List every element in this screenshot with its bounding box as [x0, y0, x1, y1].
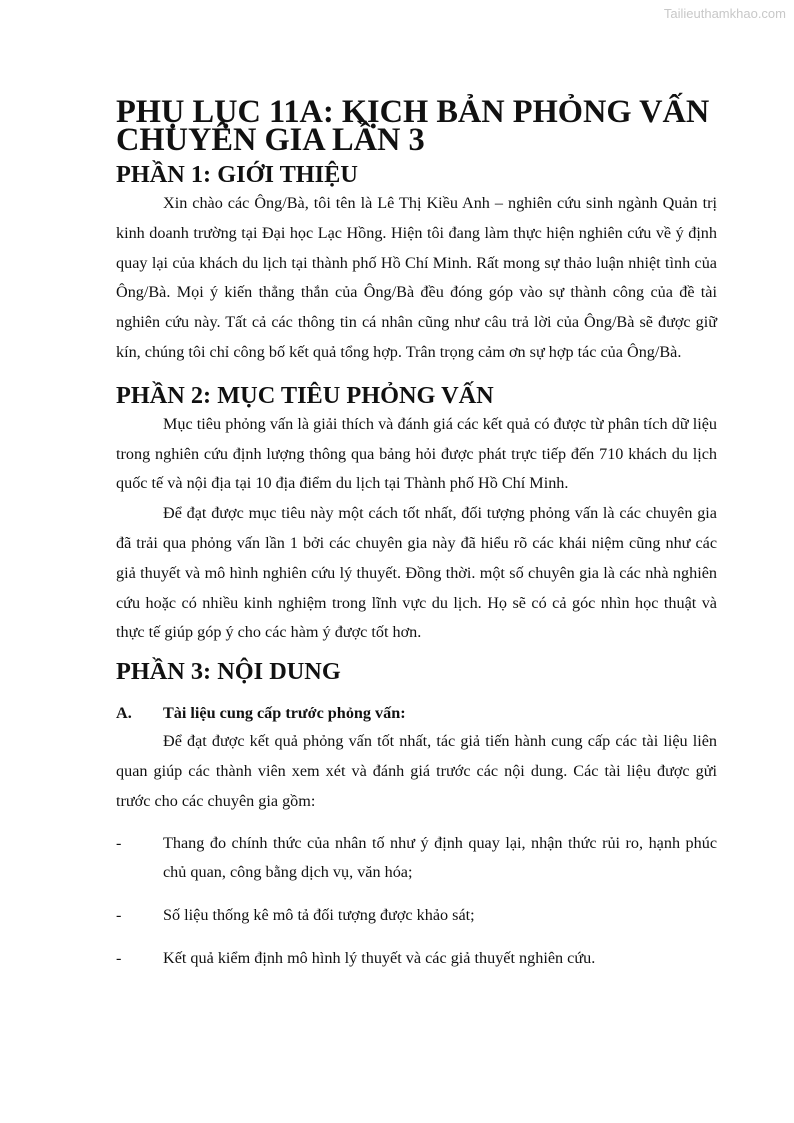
part2-heading: PHẦN 2: MỤC TIÊU PHỎNG VẤN: [116, 381, 494, 409]
part1-paragraph: Xin chào các Ông/Bà, tôi tên là Lê Thị Kiều Anh – nghiên cứu sinh ngành Quản trị kinh doanh trường tại Đại học Lạc Hồng. Hiện tôi đang làm thực hiện nghiên cứu về ý định quay lại của khách du lịch tại thành phố Hồ Chí Minh. Rất mong sự thảo luận nhiệt tình của Ông/Bà. Mọi ý kiến thẳng thắn của Ông/Bà đều đóng góp vào sự thành công của đề tài nghiên cứu này. Tất cả các thông tin cá nhân cũng như câu trả lời của Ông/Bà sẽ được giữ kín, chúng tôi chỉ công bố kết quả tổng hợp. Trân trọng cảm ơn sự hợp tác của Ông/Bà.: [116, 194, 717, 361]
section-a-heading: [116, 699, 717, 727]
list-item: [116, 901, 717, 931]
section-a-paragraph: Để đạt được kết quả phỏng vấn tốt nhất, tác giả tiến hành cung cấp các tài liệu liên quan giúp các thành viên xem xét và đánh giá trước các nội dung. Các tài liệu được gửi trước cho các chuyên gia gồm:: [116, 732, 717, 810]
part1-heading: PHẦN 1: GIỚI THIỆU: [116, 161, 358, 188]
watermark-text: Tailieuthamkhao.com: [663, 6, 786, 21]
list-item-text: Thang đo chính thức của nhân tố như ý định quay lại, nhận thức rủi ro, hạnh phúc chủ quan, công bằng dịch vụ, văn hóa;: [163, 833, 717, 882]
part2-paragraph-2: Để đạt được mục tiêu này một cách tốt nhất, đối tượng phỏng vấn là các chuyên gia đã trải qua phỏng vấn lần 1 bởi các chuyên gia này đã hiểu rõ các khái niệm cũng như các giả thuyết và mô hình nghiên cứu lý thuyết. Đồng thời. một số chuyên gia là các nhà nghiên cứu hoặc có nhiều kinh nghiệm trong lĩnh vực du lịch. Họ sẽ có cả góc nhìn học thuật và thực tế giúp góp ý cho các hàm ý được tốt hơn.: [116, 504, 717, 642]
list-item: [116, 944, 717, 974]
list-item-text: Kết quả kiểm định mô hình lý thuyết và các giả thuyết nghiên cứu.: [163, 948, 596, 967]
list-item: [116, 829, 717, 889]
section-a-marker: A.: [116, 704, 132, 723]
bullet-dash: -: [116, 833, 122, 852]
part2-paragraph-1: Mục tiêu phỏng vấn là giải thích và đánh giá các kết quả có được từ phân tích dữ liệu trong nghiên cứu định lượng thông qua bảng hỏi được phát trực tiếp đến 710 khách du lịch quốc tế và nội địa tại 10 địa điểm du lịch tại Thành phố Hồ Chí Minh.: [116, 414, 717, 493]
part3-heading: PHẦN 3: NỘI DUNG: [116, 658, 341, 686]
section-a-title: Tài liệu cung cấp trước phỏng vấn:: [163, 704, 406, 723]
document-title: PHỤ LỤC 11A: KỊCH BẢN PHỎNG VẤN CHUYÊN GIA LẦN 3: [116, 94, 710, 158]
bullet-dash: -: [116, 948, 122, 967]
document-page: [116, 96, 717, 974]
list-item-text: Số liệu thống kê mô tả đối tượng được khảo sát;: [163, 906, 475, 925]
bullet-dash: -: [116, 906, 122, 925]
